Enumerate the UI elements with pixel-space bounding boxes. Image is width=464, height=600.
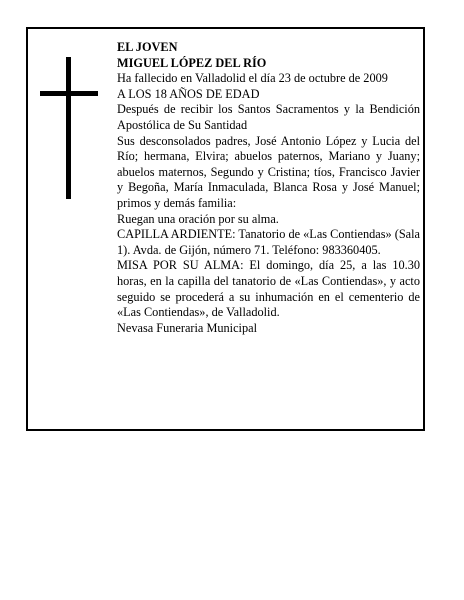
cross-icon [40, 57, 98, 199]
obituary-notice [26, 27, 425, 431]
deceased-name: MIGUEL LÓPEZ DEL RÍO [117, 55, 267, 70]
funeral-home: Nevasa Funeraria Municipal [117, 320, 257, 335]
sacraments-paragraph: Después de recibir los Santos Sacramentos y la Bendición Apostólica de Su Santidad [117, 102, 420, 132]
chapel-paragraph: CAPILLA ARDIENTE: Tanatorio de «Las Contiendas» (Sala 1). Avda. de Gijón, número 71. Teléfono: 983360405. [117, 227, 420, 257]
notice-title: EL JOVEN [117, 40, 178, 54]
family-paragraph: Sus desconsolados padres, José Antonio López y Lucia del Río; hermana, Elvira; abuelos paternos, Mariano y Juany; abuelos maternos, Segundo y Cristina; tíos, Francisco Javier y Begoña, María Inmaculada, Blanca Rosa y José Manuel; primos y demás familia: [117, 133, 420, 210]
cross-horizontal-bar [40, 91, 98, 96]
notice-text [117, 40, 420, 336]
cross-vertical-bar [66, 57, 71, 199]
prayer-request: Ruegan una oración por su alma. [117, 211, 279, 226]
age-line: A LOS 18 AÑOS DE EDAD [117, 86, 260, 101]
death-announcement: Ha fallecido en Valladolid el día 23 de octubre de 2009 [117, 71, 388, 86]
mass-paragraph: MISA POR SU ALMA: El domingo, día 25, a las 10.30 horas, en la capilla del tanatorio de «Las Contiendas», y acto seguido se procederá a su inhumación en el cementerio de «Las Contiendas», de Valladolid. [117, 258, 420, 320]
